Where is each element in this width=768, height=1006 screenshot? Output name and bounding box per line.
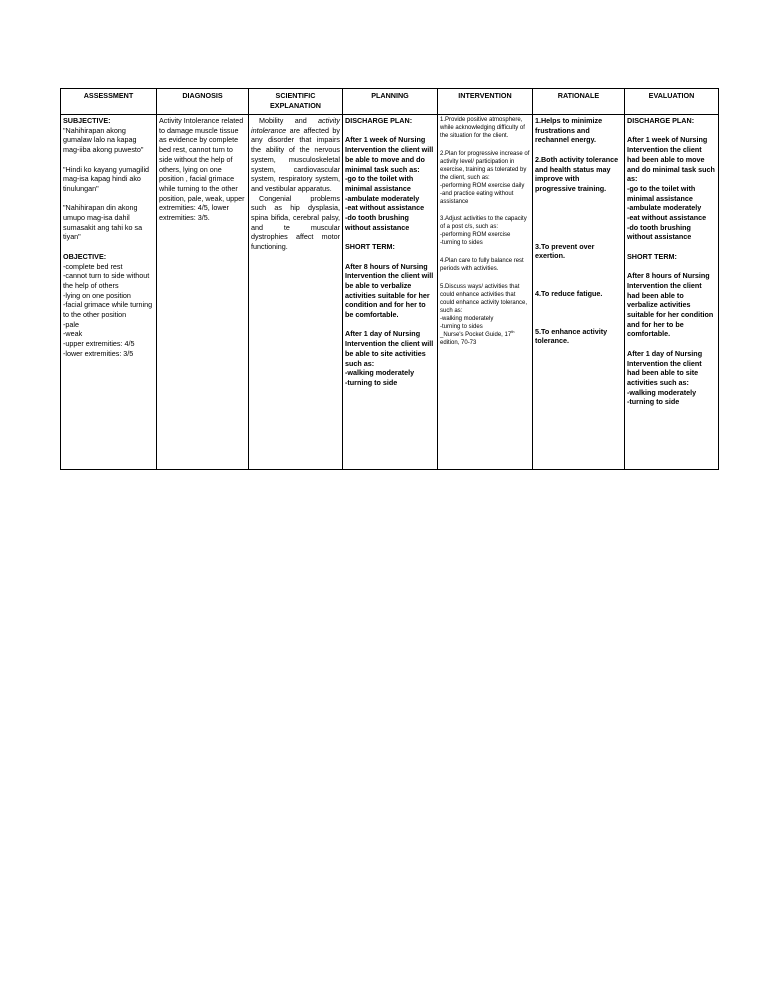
intervention-3-item: -turning to sides (440, 240, 483, 247)
header-scientific-explanation: SCIENTIFIC EXPLANATION (249, 89, 343, 115)
intervention-cell (438, 115, 533, 470)
objective-item: -complete bed rest (63, 261, 123, 271)
objective-item: -lower extremities: 3/5 (63, 348, 134, 358)
rationale-5: 5.To enhance activity tolerance. (535, 326, 608, 346)
reference-text: _Nurse's Pocket Guide, 17 (440, 331, 512, 338)
objective-item: -upper extremities: 4/5 (63, 339, 135, 349)
planning-short-term-1: After 8 hours of Nursing Intervention the client will be able to verbalize activities suitable for her condition and for her to be comfortable. (345, 261, 434, 320)
header-row (61, 89, 719, 115)
planning-discharge-item: -go to the toilet with minimal assistance (345, 174, 414, 193)
nursing-care-plan-table (60, 88, 719, 470)
planning-short-term-item: -turning to side (345, 377, 398, 387)
planning-short-term-label: SHORT TERM: (345, 242, 395, 252)
planning-cell (343, 115, 438, 470)
subjective-quote-3: "Nahihirapan din akong umupo mag-isa dahil sumasakit ang tahi ko sa tiyan" (63, 203, 143, 242)
explanation-p1-italic: activity intolerance (251, 116, 340, 135)
evaluation-short-term-item: -walking moderately (627, 387, 697, 397)
evaluation-discharge-item: -do tooth brushing without assistance (627, 222, 692, 242)
rationale-2: 2.Both activity tolerance and health status may improve with progressive training. (535, 154, 619, 193)
explanation-cell (249, 115, 343, 470)
explanation-p1-end: are affected by any disorder that impairs the ability of the nervous system, musculoskeletal system, cardiovascular system, respiratory system, and vestibular apparatus. (251, 125, 340, 193)
intervention-3-item: -performing ROM exercise (440, 232, 511, 239)
rationale-3: 3.To prevent over exertion. (535, 241, 595, 261)
header-assessment: ASSESSMENT (61, 89, 157, 115)
rationale-cell (533, 115, 625, 470)
explanation-paragraph-2: Congenial problems such as hip dysplasia, spina bifida, cerebral palsy, and te muscular dystrophies affect motor functioning. (251, 193, 340, 252)
intervention-2: 2.Plan for progressive increase of activity level/ participation in exercise, training as tolerated by the client, such as: (440, 150, 530, 181)
planning-discharge-label: DISCHARGE PLAN: (345, 116, 413, 125)
evaluation-short-term-2: After 1 day of Nursing Intervention the client had been able to site activities such as: (627, 348, 703, 387)
objective-item: -lying on one position (63, 290, 131, 300)
evaluation-discharge-item: -go to the toilet with minimal assistance (627, 183, 696, 203)
planning-discharge-text: After 1 week of Nursing Intervention the client will be able to move and do minimal task such as: (345, 135, 434, 174)
evaluation-cell (625, 115, 719, 470)
rationale-4: 4.To reduce fatigue. (535, 289, 603, 299)
objective-item: -cannot turn to side without the help of others (63, 271, 150, 290)
planning-short-term-2: After 1 day of Nursing Intervention the client will be able to site activities such as: (345, 329, 434, 368)
planning-discharge-item: -ambulate moderately (345, 193, 420, 203)
header-rationale: RATIONALE (533, 89, 625, 115)
subjective-quote-2: "Hindi ko kayang yumagilid mag-isa kapag hindi ako tinulungan" (63, 164, 150, 193)
reference-superscript: th (511, 328, 515, 334)
explanation-p1-start: Mobility and (259, 116, 319, 125)
intervention-2-item: -performing ROM exercise daily (440, 182, 525, 189)
intervention-5: 5.Discuss ways/ activities that could enhance activities that could enhance activity tolerance, such as: (440, 283, 528, 314)
header-planning: PLANNING (343, 89, 438, 115)
intervention-1: 1.Provide positive atmosphere, while acknowledging difficulty of the situation for the client. (440, 117, 525, 139)
planning-short-term-item: -walking moderately (345, 368, 415, 378)
header-diagnosis: DIAGNOSIS (157, 89, 249, 115)
objective-item: -pale (63, 319, 79, 329)
intervention-4: 4.Plan care to fully balance rest periods with activities. (440, 258, 524, 273)
header-intervention: INTERVENTION (438, 89, 533, 115)
planning-discharge-item: -eat without assistance (345, 203, 425, 213)
rationale-1: 1.Helps to minimize frustrations and rechannel energy. (535, 116, 603, 145)
content-row (61, 115, 719, 470)
explanation-paragraph-1 (251, 116, 340, 194)
evaluation-short-term-1: After 8 hours of Nursing Intervention the client had been able to verbalize activities suitable for her condition and for her to be comfortable. (627, 271, 714, 339)
evaluation-discharge-item: -ambulate moderately (627, 203, 702, 213)
intervention-3: 3.Adjust activities to the capacity of a post c/s, such as: (440, 216, 527, 231)
intervention-2-item: -and practice eating without assistance (440, 190, 514, 205)
intervention-reference (440, 328, 530, 347)
evaluation-short-term-item: -turning to side (627, 397, 680, 407)
objective-item: -weak (63, 329, 83, 339)
subjective-quote-1: "Nahihirapan akong gumalaw lalo na kapag mag-iiba akong puwesto" (63, 125, 144, 155)
intervention-5-item: -turning to sides (440, 323, 483, 330)
reference-edition: edition, 70-73 (440, 339, 477, 346)
diagnosis-text: Activity Intolerance related to damage muscle tissue as evidence by complete bed rest, cannot turn to side without the help of others, lying on one position , facial grimace while turning to the other position, pale, weak, upper extremities: 4/5, lower extremities: 3/5. (159, 116, 245, 223)
planning-discharge-item: -do tooth brushing without assistance (345, 213, 410, 232)
evaluation-discharge-item: -eat without assistance (627, 213, 707, 223)
evaluation-discharge-text: After 1 week of Nursing Intervention the client had been able to move and do minimal task such as: (627, 135, 715, 184)
subjective-label: SUBJECTIVE: (63, 116, 111, 125)
objective-label: OBJECTIVE: (63, 251, 107, 261)
assessment-cell (61, 115, 157, 470)
diagnosis-cell (157, 115, 249, 470)
evaluation-discharge-label: DISCHARGE PLAN: (627, 116, 695, 125)
intervention-5-item: -walking moderately (440, 315, 494, 322)
objective-item: -facial grimace while turning to the other position (63, 300, 153, 320)
evaluation-short-term-label: SHORT TERM: (627, 251, 677, 261)
header-evaluation: EVALUATION (625, 89, 719, 115)
